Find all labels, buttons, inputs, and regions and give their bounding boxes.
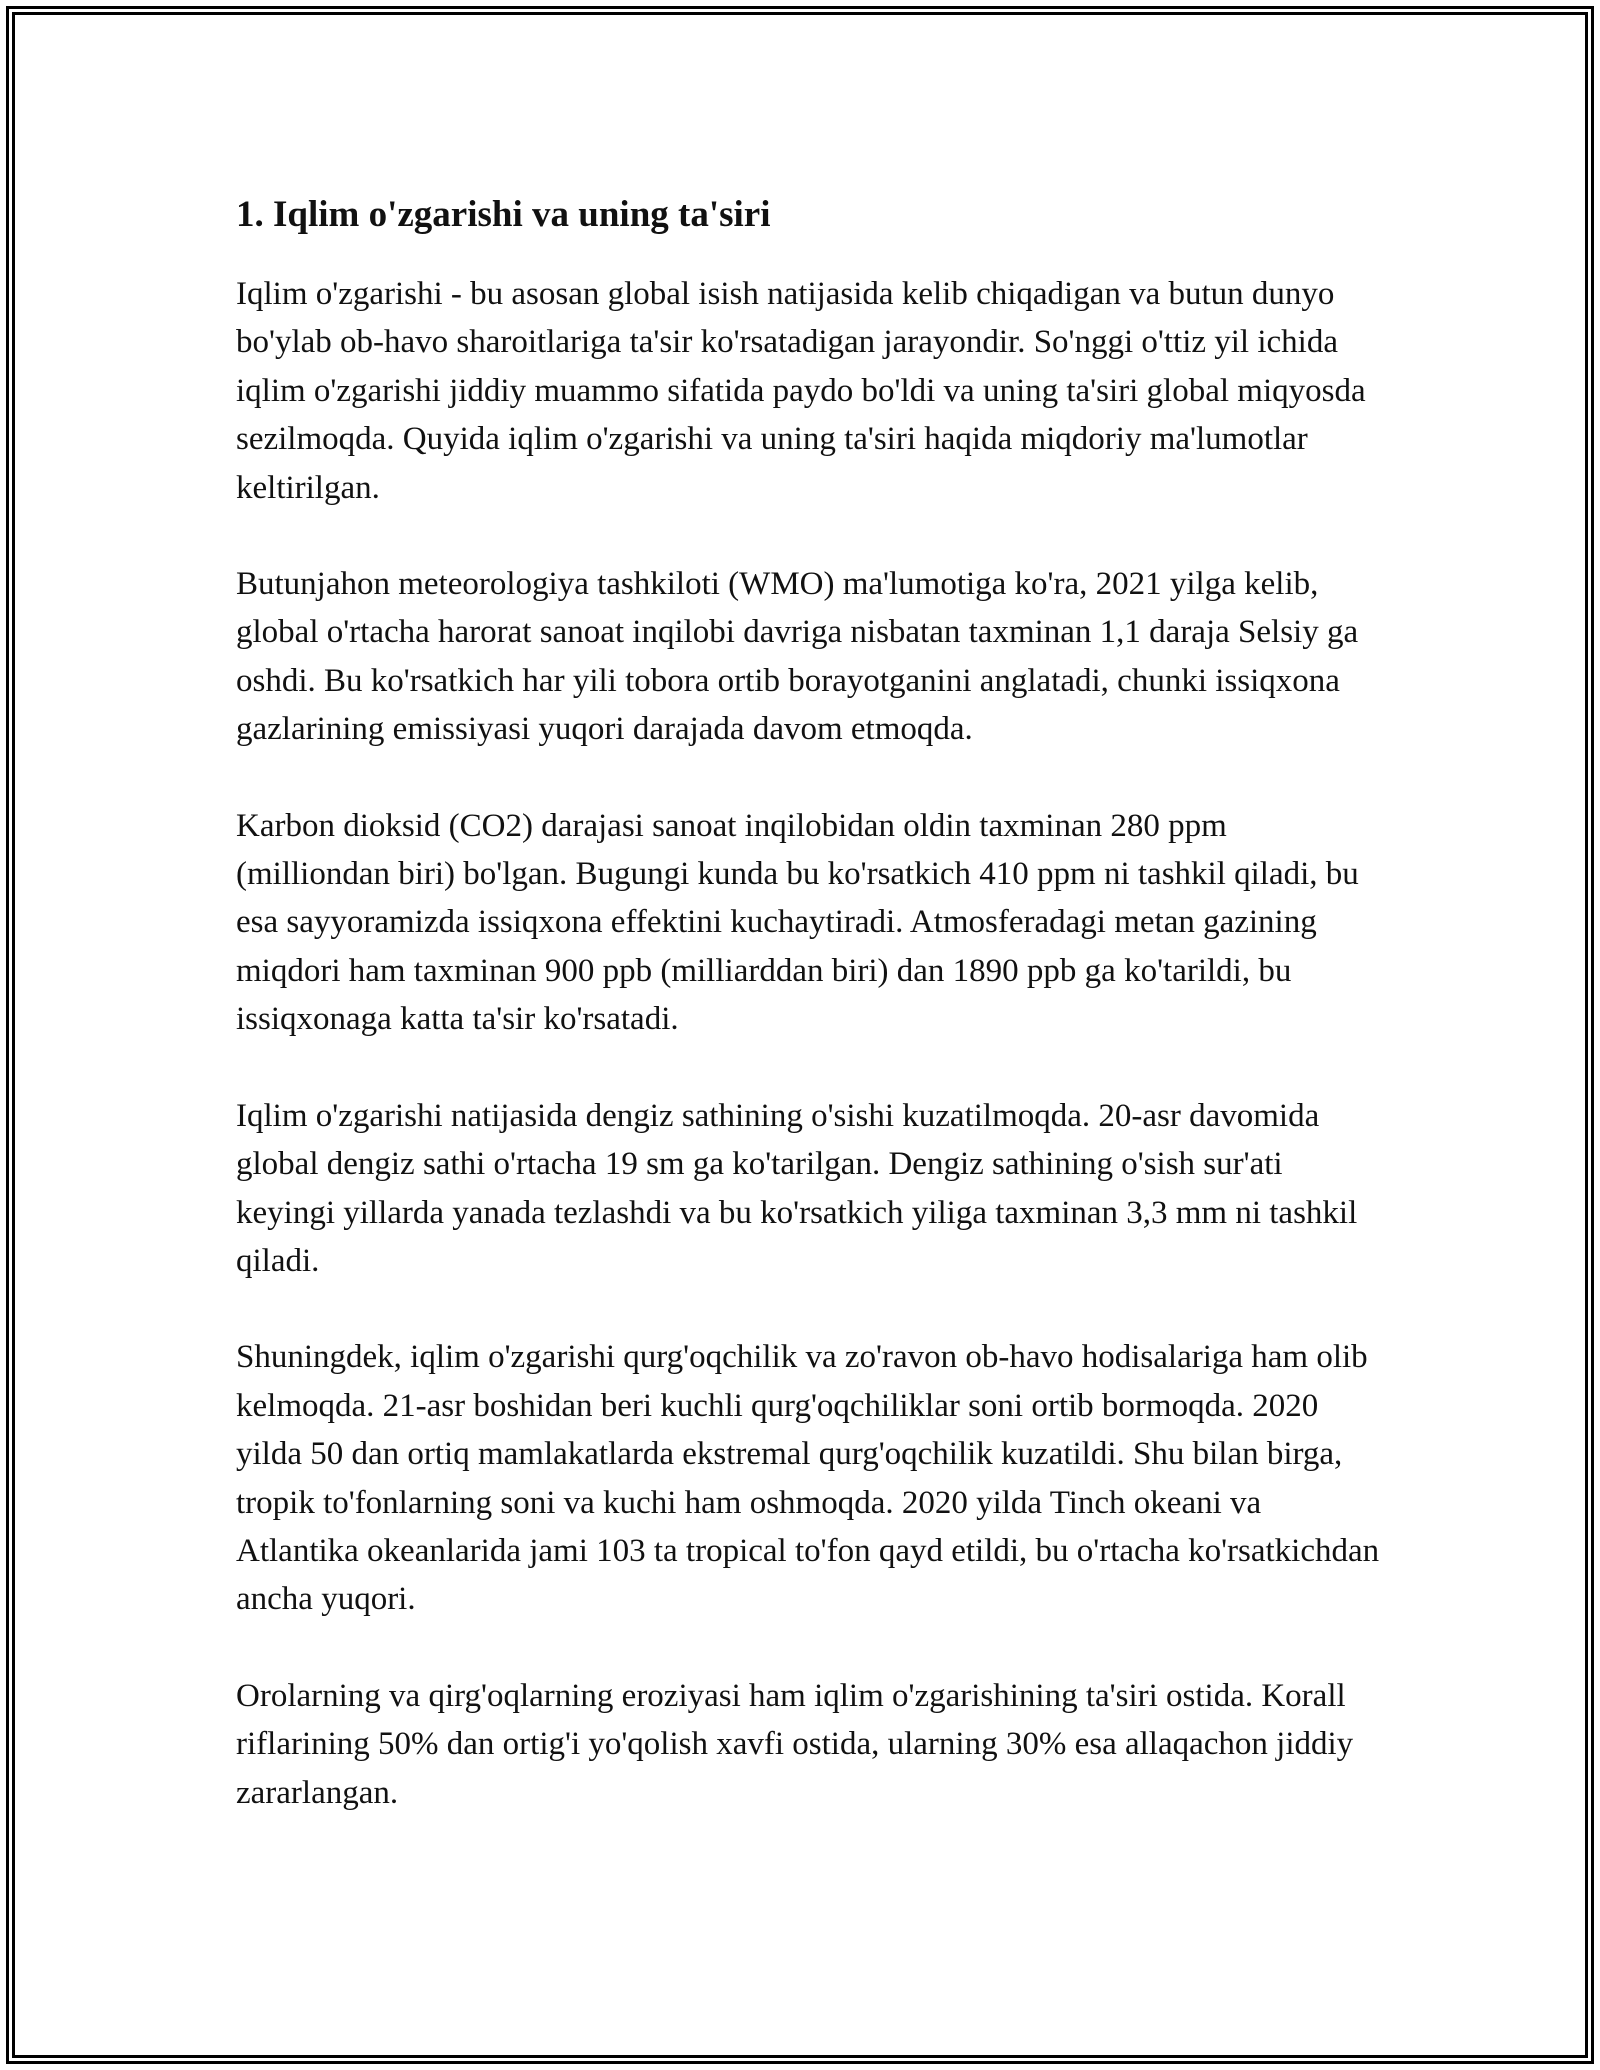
paragraph-temperature: Butunjahon meteorologiya tashkiloti (WMO) ma'lumotiga ko'ra, 2021 yilga kelib, global o'rtacha harorat sanoat inqilobi davriga nisbatan taxminan 1,1 daraja Selsiy ga oshdi. Bu ko'rsatkich har yili tobora ortib borayotganini anglatadi, chunki issiqxona gazlarining emissiyasi yuqori darajada davom etmoqda. <box>236 566 1359 748</box>
paragraph-greenhouse-gases: Karbon dioksid (CO2) darajasi sanoat inqilobidan oldin taxminan 280 ppm (milliondan biri) bo'lgan. Bugungi kunda bu ko'rsatkich 410 ppm ni tashkil qiladi, bu esa sayyoramizda issiqxona effektini kuchaytiradi. Atmosferadagi metan gazining miqdori ham taxminan 900 ppb (milliarddan biri) dan 1890 ppb ga ko'tarildi, bu issiqxonaga katta ta'sir ko'rsatadi. <box>236 807 1359 1038</box>
paragraph-erosion-coral: Orolarning va qirg'oqlarning eroziyasi ham iqlim o'zgarishining ta'siri ostida. Korall riflarining 50% dan ortig'i yo'qolish xavfi ostida, ularning 30% esa allaqachon jiddiy zararlangan. <box>236 1677 1354 1811</box>
paragraph-intro: Iqlim o'zgarishi - bu asosan global isish natijasida kelib chiqadigan va butun dunyo bo'ylab ob-havo sharoitlariga ta'sir ko'rsatadigan jarayondir. So'nggi o'ttiz yil ichida iqlim o'zgarishi jiddiy muammo sifatida paydo bo'ldi va uning ta'siri global miqyosda sezilmoqda. Quyida iqlim o'zgarishi va uning ta'siri haqida miqdoriy ma'lumotlar keltirilgan. <box>236 276 1366 506</box>
paragraph-sea-level: Iqlim o'zgarishi natijasida dengiz sathining o'sishi kuzatilmoqda. 20-asr davomida global dengiz sathi o'rtacha 19 sm ga ko'tarilgan. Dengiz sathining o'sish sur'ati keyingi yillarda yanada tezlashdi va bu ko'rsatkich yiliga taxminan 3,3 mm ni tashkil qiladi. <box>236 1097 1358 1279</box>
section-title: 1. Iqlim o'zgarishi va uning ta'siri <box>236 194 771 235</box>
paragraph-extreme-weather: Shuningdek, iqlim o'zgarishi qurg'oqchilik va zo'ravon ob-havo hodisalariga ham olib kelmoqda. 21-asr boshidan beri kuchli qurg'oqchiliklar soni ortib bormoqda. 2020 yilda 50 dan ortiq mamlakatlarda ekstremal qurg'oqchilik kuzatildi. Shu bilan birga, tropik to'fonlarning soni va kuchi ham oshmoqda. 2020 yilda Tinch okeani va Atlantika okeanlarida jami 103 ta tropical to'fon qayd etildi, bu o'rtacha ko'rsatkichdan ancha yuqori. <box>236 1339 1380 1618</box>
document-body <box>236 186 1386 1865</box>
